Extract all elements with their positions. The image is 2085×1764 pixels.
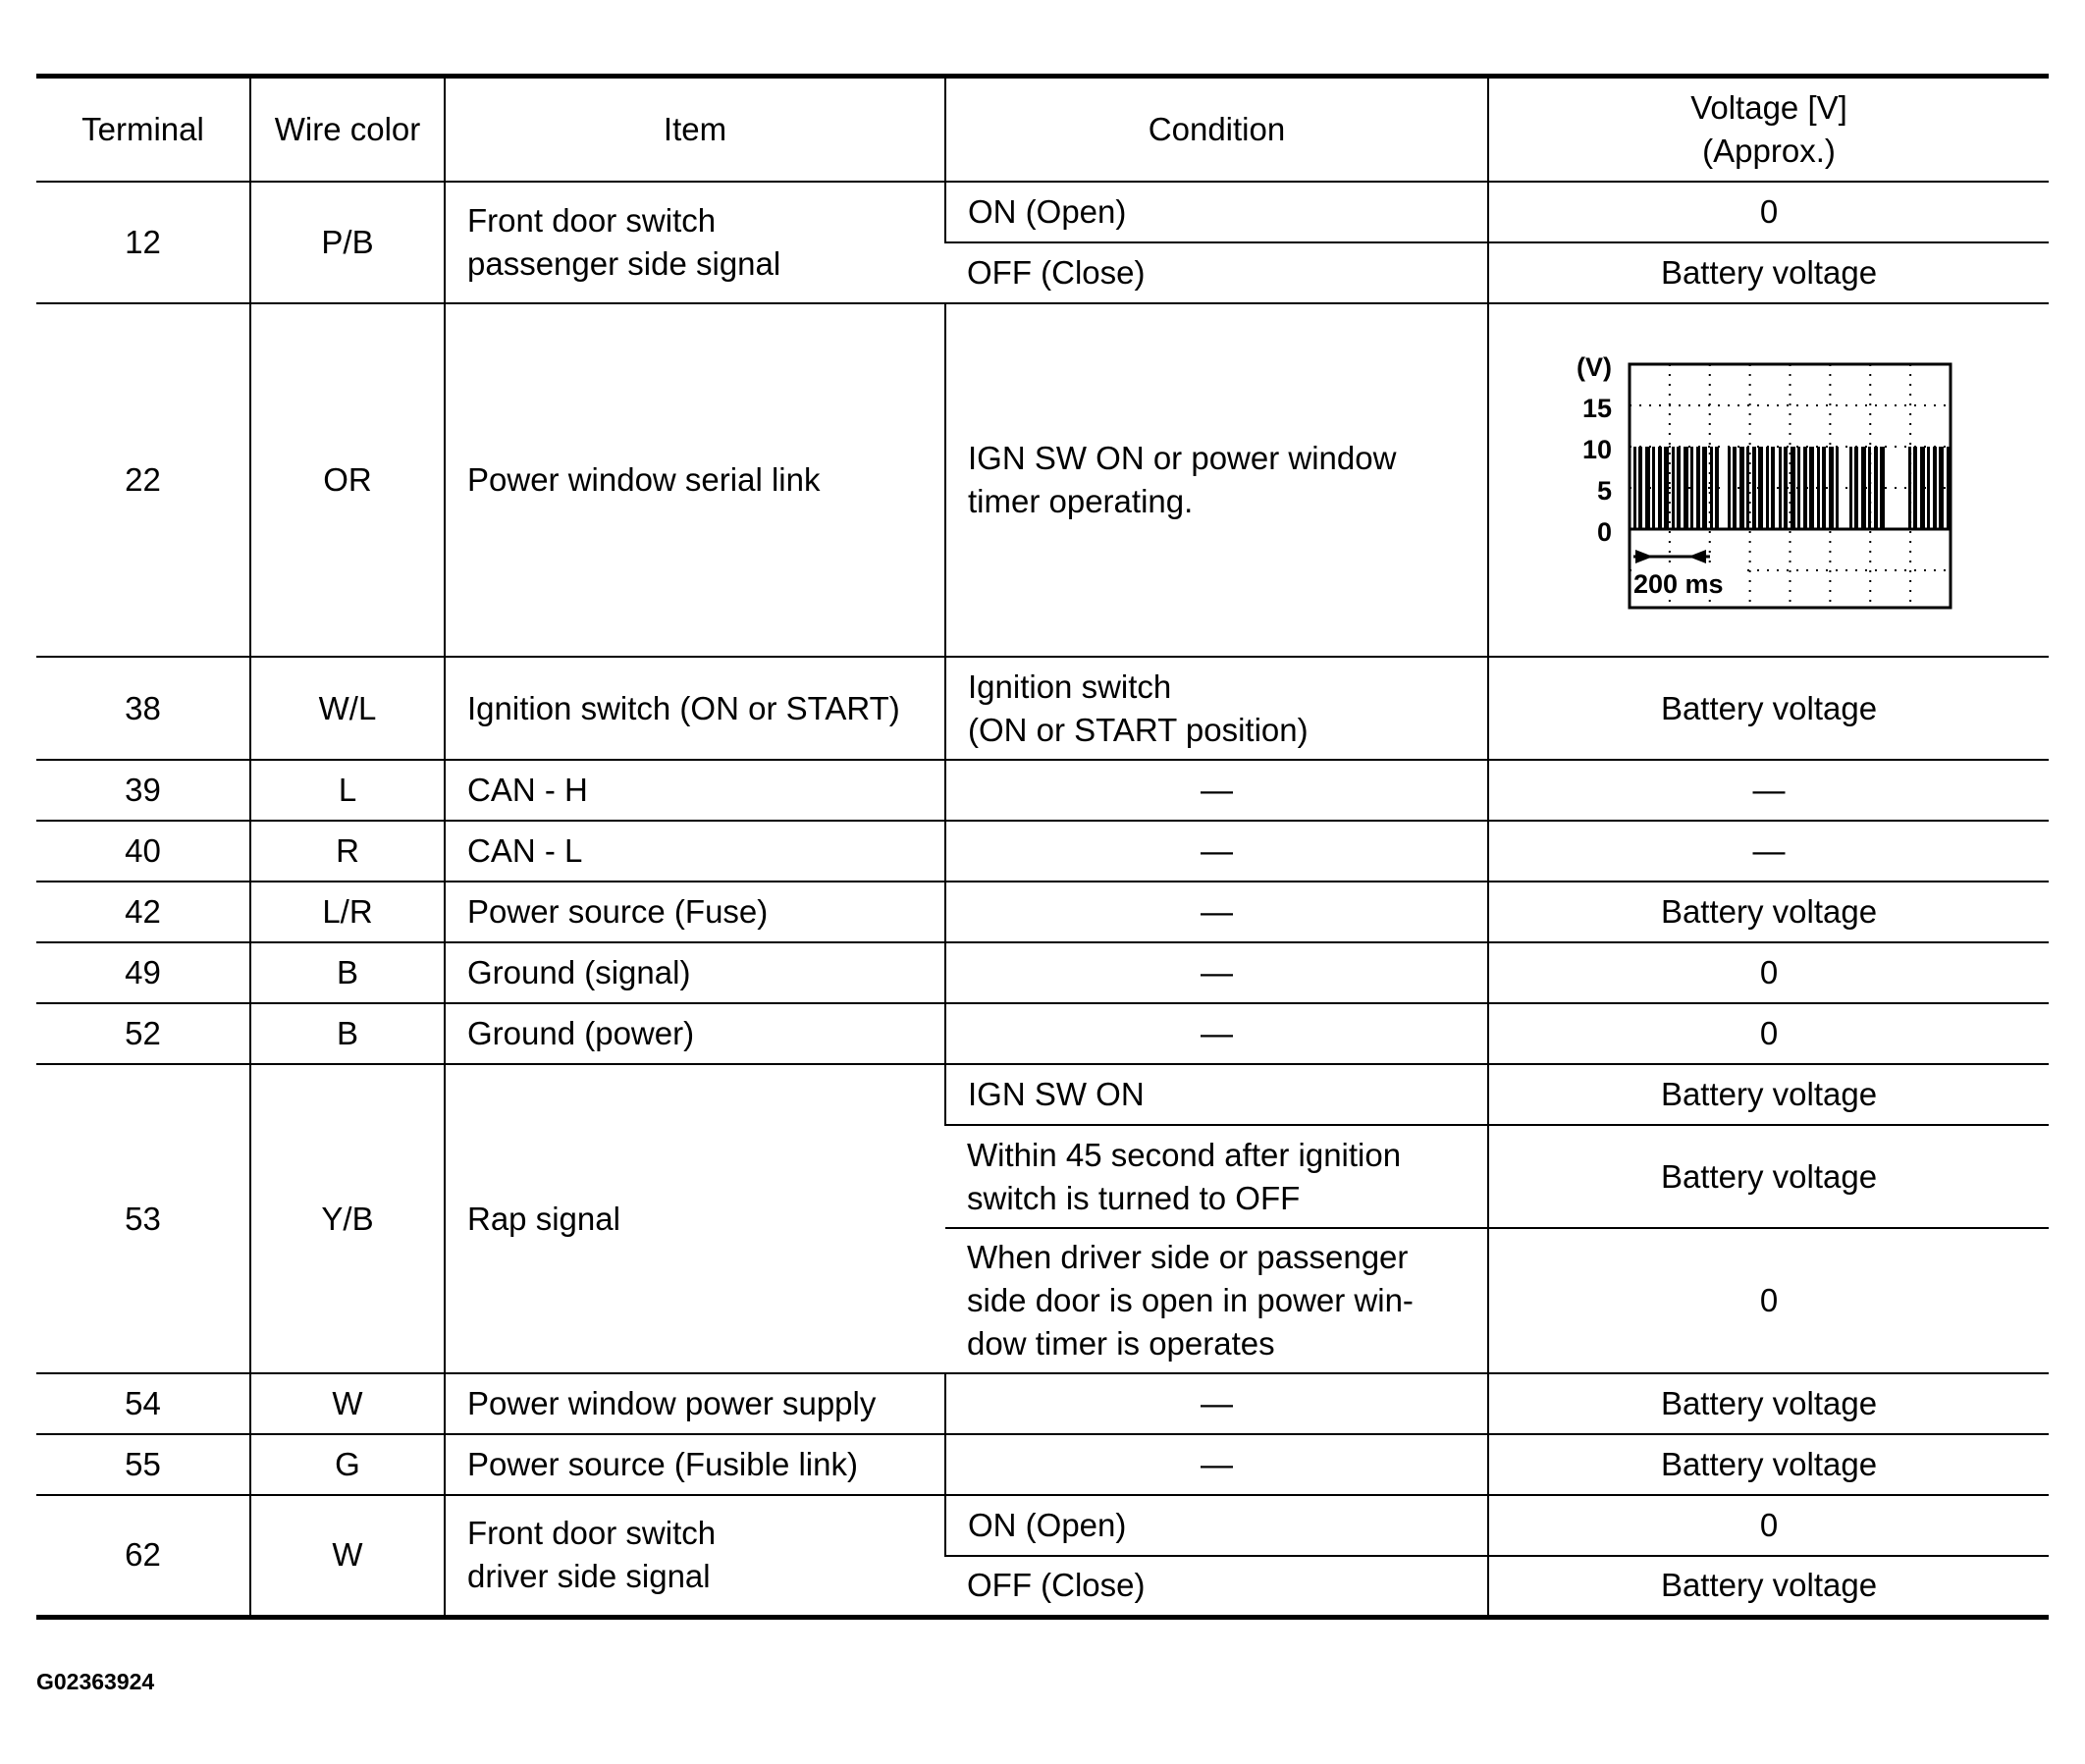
condition-cell — [945, 657, 1488, 760]
wire-color-cell: L/R — [250, 882, 445, 942]
item-cell — [445, 182, 945, 303]
pulse-bar — [1752, 447, 1756, 529]
condition-line: Ignition switch — [968, 668, 1172, 705]
voltage-cell: Battery voltage — [1488, 882, 2049, 942]
wire-color-cell: G — [250, 1434, 445, 1495]
condition-line: IGN SW ON or power window — [968, 440, 1397, 476]
scope-pulses — [1630, 447, 1951, 529]
pulse-bar — [1849, 447, 1852, 529]
voltage-cell: Battery voltage — [1488, 1556, 2049, 1617]
pulse-bar — [1913, 447, 1917, 529]
pulse-bar — [1920, 447, 1925, 529]
wire-color-cell: Y/B — [250, 1064, 445, 1373]
pulse-bar — [1779, 447, 1782, 529]
header-wire-color: Wire color — [250, 77, 445, 183]
condition-cell — [945, 1228, 1488, 1373]
item-cell: Ground (signal) — [445, 942, 945, 1003]
terminal-cell: 54 — [36, 1373, 250, 1434]
header-item: Item — [445, 77, 945, 183]
pulse-bar — [1880, 447, 1885, 529]
pulse-bar — [1927, 447, 1930, 529]
item-line: Front door switch — [467, 202, 717, 239]
condition-line: dow timer is operates — [967, 1325, 1275, 1362]
wire-color-cell: W — [250, 1373, 445, 1434]
time-arrow-left — [1635, 550, 1653, 563]
item-cell: Power source (Fusible link) — [445, 1434, 945, 1495]
table-row — [36, 1064, 2049, 1125]
terminal-cell: 62 — [36, 1495, 250, 1617]
voltage-cell: 0 — [1488, 1003, 2049, 1064]
pulse-bar — [1829, 447, 1834, 529]
voltage-cell: 0 — [1488, 1495, 2049, 1556]
wire-color-cell: W/L — [250, 657, 445, 760]
wire-color-cell: P/B — [250, 182, 445, 303]
condition-cell: — — [945, 882, 1488, 942]
item-cell: Power window serial link — [445, 303, 945, 657]
item-cell: Power window power supply — [445, 1373, 945, 1434]
pulse-bar — [1817, 447, 1820, 529]
pulse-bar — [1933, 447, 1937, 529]
item-line: Front door switch — [467, 1515, 717, 1552]
voltage-cell: Battery voltage — [1488, 1064, 2049, 1125]
pulse-bar — [1874, 447, 1878, 529]
table-row — [36, 1003, 2049, 1064]
pulse-bar — [1791, 447, 1795, 529]
pulse-bar — [1658, 447, 1662, 529]
voltage-cell: Battery voltage — [1488, 1373, 2049, 1434]
pulse-bar — [1690, 447, 1693, 529]
condition-cell: — — [945, 760, 1488, 821]
pulse-bar — [1868, 447, 1871, 529]
table-row — [36, 821, 2049, 882]
terminal-table — [36, 74, 2049, 1620]
table-row — [36, 942, 2049, 1003]
unit-label: (V) — [1577, 351, 1612, 382]
item-cell — [445, 1495, 945, 1617]
item-cell: CAN - L — [445, 821, 945, 882]
wire-color-cell: OR — [250, 303, 445, 657]
pulse-bar — [1633, 447, 1636, 529]
pulse-bar — [1728, 447, 1731, 529]
wire-color-cell: L — [250, 760, 445, 821]
voltage-cell: 0 — [1488, 182, 2049, 242]
item-cell: Power source (Fuse) — [445, 882, 945, 942]
voltage-cell: 0 — [1488, 942, 2049, 1003]
pulse-bar — [1710, 447, 1713, 529]
table-row — [36, 1495, 2049, 1556]
condition-line: Within 45 second after ignition — [967, 1136, 1402, 1173]
condition-line: (ON or START position) — [968, 711, 1309, 748]
voltage-cell: Battery voltage — [1488, 1434, 2049, 1495]
condition-cell: — — [945, 1003, 1488, 1064]
table-row — [36, 303, 2049, 657]
time-arrow-right — [1688, 550, 1706, 563]
tick-label-5: 5 — [1597, 475, 1613, 506]
pulse-bar — [1822, 447, 1826, 529]
header-condition: Condition — [945, 77, 1488, 183]
pulse-bar — [1739, 447, 1744, 529]
table-header-row — [36, 77, 2049, 183]
terminal-spec-sheet — [36, 74, 2049, 1620]
table-row — [36, 182, 2049, 242]
wire-color-cell: B — [250, 942, 445, 1003]
oscilloscope-trace — [1573, 350, 1965, 611]
voltage-cell: Battery voltage — [1488, 1125, 2049, 1228]
condition-line: switch is turned to OFF — [967, 1179, 1301, 1216]
voltage-cell: Battery voltage — [1488, 657, 2049, 760]
condition-cell: — — [945, 821, 1488, 882]
pulse-bar — [1758, 447, 1763, 529]
pulse-bar — [1771, 447, 1775, 529]
tick-label-10: 10 — [1582, 434, 1613, 464]
wire-color-cell: R — [250, 821, 445, 882]
pulse-bar — [1836, 447, 1839, 529]
pulse-bar — [1652, 447, 1655, 529]
voltage-cell: — — [1488, 760, 2049, 821]
pulse-bar — [1733, 447, 1737, 529]
condition-cell: IGN SW ON — [945, 1064, 1488, 1125]
item-cell: Ground (power) — [445, 1003, 945, 1064]
voltage-cell — [1488, 303, 2049, 657]
pulse-bar — [1854, 447, 1858, 529]
table-row — [36, 657, 2049, 760]
pulse-bar — [1908, 447, 1911, 529]
header-voltage — [1488, 77, 2049, 183]
pulse-bar — [1696, 447, 1700, 529]
terminal-cell: 40 — [36, 821, 250, 882]
header-voltage-line2: (Approx.) — [1702, 133, 1836, 169]
item-line: passenger side signal — [467, 245, 781, 282]
item-cell: CAN - H — [445, 760, 945, 821]
header-voltage-line1: Voltage [V] — [1690, 89, 1847, 126]
voltage-cell: 0 — [1488, 1228, 2049, 1373]
pulse-bar — [1803, 447, 1807, 529]
table-row — [36, 760, 2049, 821]
tick-label-0: 0 — [1597, 516, 1613, 547]
table-row — [36, 1434, 2049, 1495]
figure-code: G02363924 — [36, 1669, 155, 1694]
terminal-cell: 39 — [36, 760, 250, 821]
condition-cell: — — [945, 1373, 1488, 1434]
pulse-bar — [1766, 447, 1769, 529]
terminal-cell: 42 — [36, 882, 250, 942]
pulse-bar — [1746, 447, 1749, 529]
header-terminal: Terminal — [36, 77, 250, 183]
condition-cell: OFF (Close) — [945, 1556, 1488, 1617]
item-line: driver side signal — [467, 1558, 711, 1595]
terminal-cell: 38 — [36, 657, 250, 760]
condition-cell: — — [945, 942, 1488, 1003]
condition-cell — [945, 1125, 1488, 1228]
terminal-cell: 52 — [36, 1003, 250, 1064]
pulse-bar — [1677, 447, 1681, 529]
voltage-cell: — — [1488, 821, 2049, 882]
table-row — [36, 882, 2049, 942]
condition-cell: — — [945, 1434, 1488, 1495]
wire-color-cell: W — [250, 1495, 445, 1617]
terminal-cell: 55 — [36, 1434, 250, 1495]
pulse-bar — [1645, 447, 1650, 529]
terminal-cell: 49 — [36, 942, 250, 1003]
wire-color-cell: B — [250, 1003, 445, 1064]
condition-cell: OFF (Close) — [945, 242, 1488, 303]
tick-label-15: 15 — [1582, 393, 1613, 423]
pulse-bar — [1638, 447, 1642, 529]
serial-link-waveform — [1573, 350, 1965, 611]
condition-cell: ON (Open) — [945, 1495, 1488, 1556]
item-cell: Ignition switch (ON or START) — [445, 657, 945, 760]
terminal-cell: 12 — [36, 182, 250, 303]
pulse-bar — [1664, 447, 1669, 529]
condition-line: When driver side or passenger — [967, 1239, 1409, 1275]
condition-cell — [945, 303, 1488, 657]
voltage-cell: Battery voltage — [1488, 242, 2049, 303]
pulse-bar — [1672, 447, 1675, 529]
terminal-cell: 22 — [36, 303, 250, 657]
pulse-bar — [1784, 447, 1788, 529]
condition-cell: ON (Open) — [945, 182, 1488, 242]
pulse-bar — [1797, 447, 1800, 529]
condition-line: timer operating. — [968, 483, 1194, 519]
table-row — [36, 1373, 2049, 1434]
pulse-bar — [1702, 447, 1707, 529]
time-label: 200 ms — [1633, 568, 1724, 599]
pulse-bar — [1684, 447, 1688, 529]
pulse-bar — [1809, 447, 1814, 529]
terminal-cell: 53 — [36, 1064, 250, 1373]
condition-line: side door is open in power win- — [967, 1282, 1414, 1318]
pulse-bar — [1947, 447, 1950, 529]
item-cell: Rap signal — [445, 1064, 945, 1373]
pulse-bar — [1939, 447, 1944, 529]
pulse-bar — [1715, 447, 1719, 529]
pulse-bar — [1861, 447, 1866, 529]
